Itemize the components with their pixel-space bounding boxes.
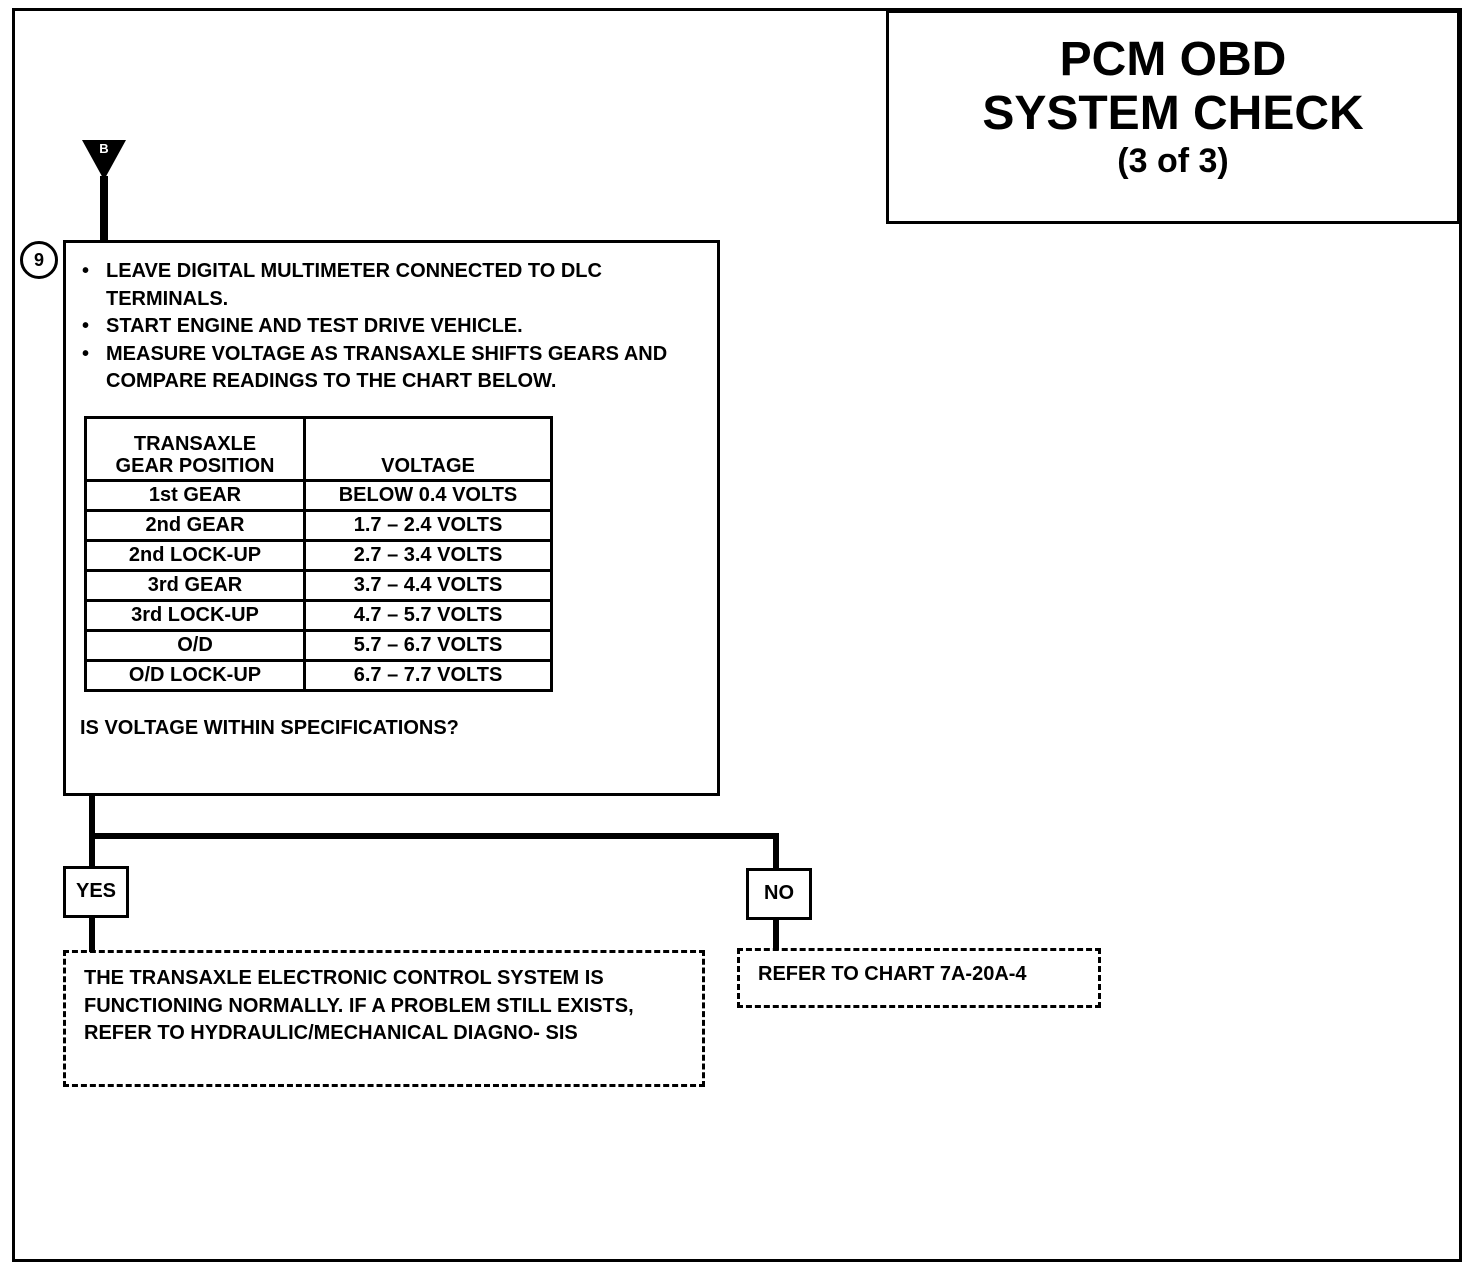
- title-line-1: PCM OBD: [1059, 33, 1287, 86]
- gear-cell: 3rd GEAR: [86, 571, 305, 601]
- branch-line-no-down: [773, 833, 779, 869]
- branch-line-yes-down: [89, 795, 95, 868]
- gear-cell: 1st GEAR: [86, 481, 305, 511]
- step-instructions: [80, 258, 710, 396]
- table-row: [86, 601, 552, 631]
- table-header-row: [86, 418, 552, 481]
- connector-label: B: [99, 141, 109, 156]
- table-row: [86, 571, 552, 601]
- instruction-item: • LEAVE DIGITAL MULTIMETER CONNECTED TO DLC TERMINALS.: [80, 258, 710, 313]
- title-line-3: (3 of 3): [1117, 142, 1229, 180]
- yes-label: YES: [63, 866, 129, 918]
- voltage-cell: 1.7 – 2.4 VOLTS: [305, 511, 552, 541]
- table-row: [86, 541, 552, 571]
- voltage-cell: 6.7 – 7.7 VOLTS: [305, 661, 552, 691]
- step-question: IS VOLTAGE WITHIN SPECIFICATIONS?: [80, 717, 459, 739]
- table-row: [86, 631, 552, 661]
- no-label: NO: [746, 868, 812, 920]
- header-voltage: VOLTAGE: [305, 418, 552, 481]
- branch-line-horizontal: [89, 833, 779, 839]
- voltage-cell: 4.7 – 5.7 VOLTS: [305, 601, 552, 631]
- gear-cell: O/D LOCK-UP: [86, 661, 305, 691]
- voltage-cell: BELOW 0.4 VOLTS: [305, 481, 552, 511]
- connector-line: [100, 176, 108, 242]
- no-result-line: [773, 919, 779, 950]
- table-row: [86, 661, 552, 691]
- title-line-2: SYSTEM CHECK: [982, 87, 1364, 140]
- yes-result-box: THE TRANSAXLE ELECTRONIC CONTROL SYSTEM IS FUNCTIONING NORMALLY. IF A PROBLEM STILL EXISTS, REFER TO HYDRAULIC/MECHANICAL DIAGNO- SIS: [63, 950, 705, 1087]
- instruction-item: • MEASURE VOLTAGE AS TRANSAXLE SHIFTS GEARS AND COMPARE READINGS TO THE CHART BELOW.: [80, 341, 710, 396]
- gear-cell: 2nd GEAR: [86, 511, 305, 541]
- gear-cell: 3rd LOCK-UP: [86, 601, 305, 631]
- title-box: [886, 10, 1460, 224]
- step-number: 9: [20, 241, 58, 279]
- voltage-cell: 3.7 – 4.4 VOLTS: [305, 571, 552, 601]
- voltage-cell: 2.7 – 3.4 VOLTS: [305, 541, 552, 571]
- voltage-spec-table: [84, 416, 553, 692]
- voltage-cell: 5.7 – 6.7 VOLTS: [305, 631, 552, 661]
- gear-cell: 2nd LOCK-UP: [86, 541, 305, 571]
- header-gear-line-1: TRANSAXLE: [133, 433, 257, 455]
- yes-result-line: [89, 917, 95, 952]
- header-gear-line-2: GEAR POSITION: [115, 455, 275, 477]
- no-result-box: REFER TO CHART 7A-20A-4: [737, 948, 1101, 1008]
- table-row: [86, 511, 552, 541]
- header-gear-position: [86, 418, 305, 481]
- table-row: [86, 481, 552, 511]
- gear-cell: O/D: [86, 631, 305, 661]
- instruction-item: • START ENGINE AND TEST DRIVE VEHICLE.: [80, 313, 710, 341]
